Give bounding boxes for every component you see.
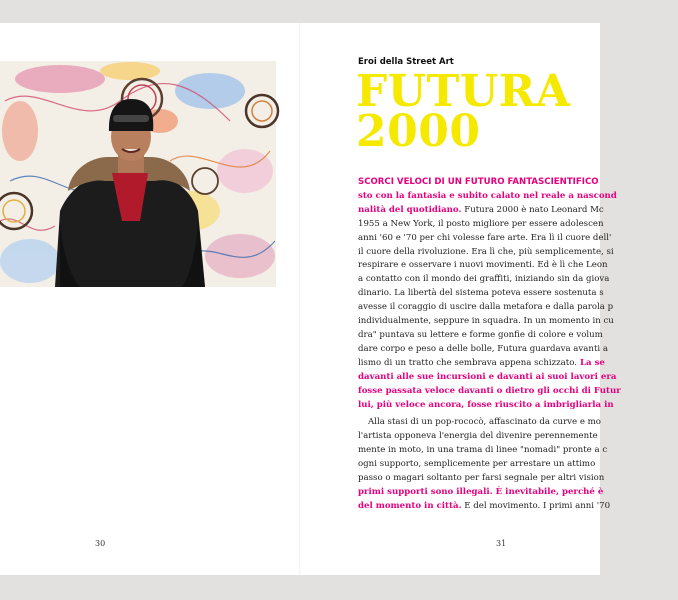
highlight-text: del momento in città. (358, 500, 462, 511)
page-number-left: 30 (95, 539, 106, 548)
text-line: dinario. La libertà del sistema poteva essere sostenuta s (358, 288, 604, 299)
highlight-text: nalità del quotidiano. (358, 204, 462, 215)
lead-line: SCORCI VELOCI DI UN FUTURO FANTASCIENTIFICO (358, 177, 599, 187)
text-line: Alla stasi di un pop-rococò, affascinato da curve e mo (368, 417, 601, 428)
plain-text: Futura 2000 è nato Leonard Mc (461, 204, 604, 215)
text-line: 1955 a New York, il posto migliore per essere adolescen (358, 218, 604, 229)
text-line: respirare e osservare i nuovi movimenti. Ed è lì che Leon (358, 260, 608, 271)
highlight-line: davanti alle sue incursioni e davanti ai suoi lavori era (358, 371, 617, 382)
page-number-right: 31 (496, 539, 507, 548)
text-line: dare corpo e peso a delle bolle, Futura guardava avanti a (358, 343, 608, 354)
text-line: anni '60 e '70 per chi volesse fare arte. Era lì il cuore dell' (358, 232, 612, 243)
text-line: mente in moto, in una trama di linee "nomadi" pronte a c (358, 445, 608, 456)
text-line (358, 500, 678, 514)
text-line: passo o magari soltanto per farsi segnale per altri vision (358, 473, 605, 484)
paragraph-1 (358, 176, 678, 412)
text-line: il cuore della rivoluzione. Era lì che, più semplicemente, si (358, 246, 614, 257)
page-gutter (299, 23, 301, 575)
highlight-line: lui, più veloce ancora, fosse riuscito a imbrigliarla in (358, 399, 614, 410)
title-line-1: FUTURA (356, 66, 571, 117)
text-line: ogni supporto, semplicemente per arrestare un attimo (358, 459, 596, 470)
text-line: avesse il coraggio di uscire dalla metafora e dalla parola p (358, 302, 614, 313)
highlight-line: primi supporti sono illegali. È inevitabile, perché è (358, 486, 604, 497)
text-line: individualmente, seppure in squadra. In un momento in cu (358, 316, 614, 327)
section-label: Eroi della Street Art (358, 57, 454, 67)
artist-photo (0, 61, 276, 287)
text-line: a contatto con il mondo dei graffiti, iniziando sin da giova (358, 274, 610, 285)
article-title (356, 66, 571, 157)
paragraph-2 (358, 416, 678, 513)
text-line: l'artista opponeva l'energia del divenire perennemente (358, 431, 598, 442)
title-line-2: 2000 (356, 106, 481, 157)
highlight-text: La se (577, 357, 605, 368)
highlight-line: sto con la fantasia e subito calato nel reale a nascond (358, 190, 617, 201)
plain-text: E del movimento. I primi anni '70 (461, 500, 611, 511)
text-line (358, 357, 678, 371)
article-body (358, 176, 678, 514)
plain-text: lismo di un tratto che sembrava appena schizzato. (358, 357, 577, 368)
text-line (358, 204, 678, 218)
text-line: dra" puntava su lettere e forme gonfie di colore e volum (358, 329, 603, 340)
highlight-line: fosse passata veloce davanti o dietro gli occhi di Futur (358, 385, 621, 396)
book-spread (0, 23, 621, 575)
